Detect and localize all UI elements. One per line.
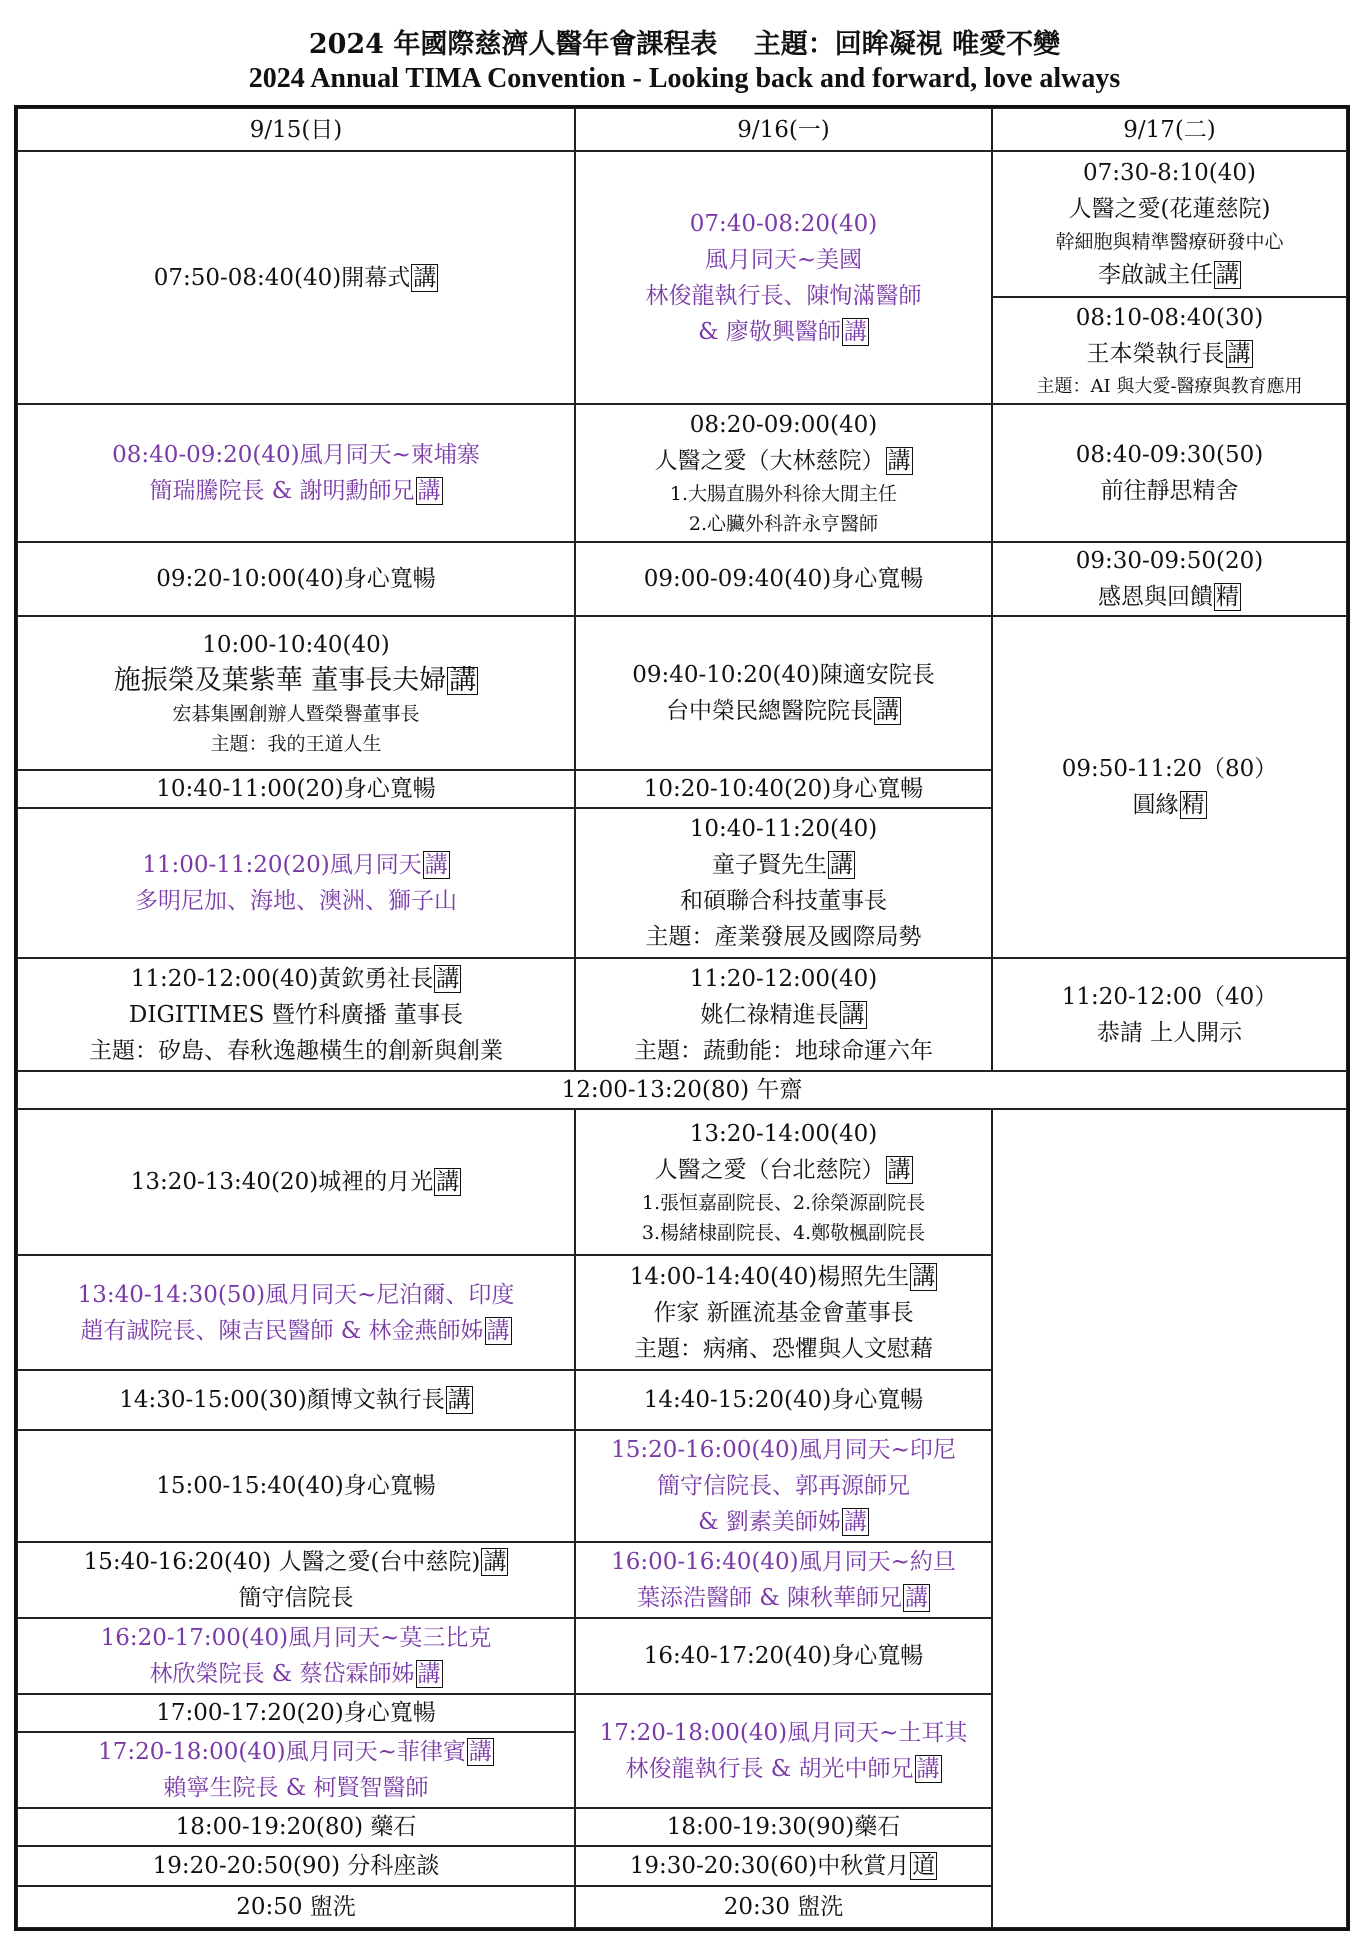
d2-dalin: 08:20-09:00(40) 人醫之愛（大林慈院） 講 1.大腸直腸外科徐大閒主任 2.心臟外科許永亨醫師 bbox=[575, 404, 992, 542]
title-chinese: 2024 年國際慈濟人醫年會課程表 主題：回眸凝視 唯愛不變 bbox=[308, 29, 1061, 60]
d1-moon-song: 13:20-13:40(20)城裡的月光 講 bbox=[17, 1109, 575, 1255]
mark-badge: 講 bbox=[843, 318, 867, 345]
d2-yang: 14:00-14:40(40)楊照先生 講 作家 新匯流基金會董事長 主題：病痛、恐懼與人文慰藉 bbox=[575, 1255, 992, 1370]
mark-badge: 講 bbox=[841, 1001, 865, 1028]
d1-mozambique: 16:20-17:00(40)風月同天~莫三比克 林欣榮院長 & 蔡岱霖師姊 講 bbox=[17, 1618, 575, 1694]
mark-badge: 精 bbox=[1181, 792, 1205, 818]
title-english: 2024 Annual TIMA Convention - Looking back and forward, love always bbox=[248, 63, 1121, 94]
d3-empty-afternoon bbox=[992, 1109, 1347, 1928]
mark-badge: 講 bbox=[912, 1263, 936, 1290]
mark-badge: 講 bbox=[887, 1157, 911, 1183]
d3-jingsi: 08:40-09:30(50) 前往靜思精舍 bbox=[992, 404, 1347, 542]
d1-yan: 14:30-15:00(30)顏博文執行長 講 bbox=[17, 1370, 575, 1430]
d1-relax-4: 17:00-17:20(20)身心寬暢 bbox=[17, 1694, 575, 1732]
header-day1: 9/15(日) bbox=[17, 108, 575, 151]
mark-badge: 講 bbox=[417, 1661, 441, 1687]
d1-wash: 20:50 盥洗 bbox=[17, 1886, 575, 1928]
d1-cambodia: 08:40-09:20(40)風月同天~柬埔寨 簡瑞騰院長 & 謝明勳師兄 講 bbox=[17, 404, 575, 542]
d1-relax-3: 15:00-15:40(40)身心寬暢 bbox=[17, 1430, 575, 1542]
mark-badge: 講 bbox=[417, 478, 441, 504]
d2-dinner: 18:00-19:30(90)藥石 bbox=[575, 1808, 992, 1846]
d1-dinner: 18:00-19:20(80) 藥石 bbox=[17, 1808, 575, 1846]
mark-badge: 講 bbox=[876, 698, 899, 724]
d2-relax-1: 09:00-09:40(40)身心寬暢 bbox=[575, 542, 992, 616]
header-day3: 9/17(二) bbox=[992, 108, 1347, 151]
mark-badge: 講 bbox=[449, 665, 477, 696]
mark-badge: 講 bbox=[1216, 262, 1239, 288]
mark-badge: 講 bbox=[436, 965, 460, 992]
d2-wash: 20:30 盥洗 bbox=[575, 1886, 992, 1928]
d1-philippines: 17:20-18:00(40)風月同天~菲律賓 講 賴寧生院長 & 柯賢智醫師 bbox=[17, 1732, 575, 1808]
d1-panel: 19:20-20:50(90) 分科座談 bbox=[17, 1846, 575, 1886]
mark-badge: 講 bbox=[447, 1387, 471, 1413]
d1-huang-session: 11:20-12:00(40)黃欽勇社長 講 DIGITIMES 暨竹科廣播 董事長 主題：矽島、春秋逸趣橫生的創新與創業 bbox=[17, 958, 575, 1071]
mark-badge: 講 bbox=[830, 852, 853, 878]
d1-taichung: 15:40-16:20(40) 人醫之愛(台中慈院) 講 簡守信院長 bbox=[17, 1542, 575, 1618]
d2-yao: 11:20-12:00(40) 姚仁祿精進長 講 主題：蔬動能：地球命運六年 bbox=[575, 958, 992, 1071]
mark-badge: 講 bbox=[1227, 340, 1251, 367]
mark-badge: 講 bbox=[486, 1317, 510, 1344]
d2-jordan: 16:00-16:40(40)風月同天~約旦 葉添浩醫師 & 陳秋華師兄 講 bbox=[575, 1542, 992, 1618]
d3-hualien: 07:30-8:10(40) 人醫之愛(花蓮慈院) 幹細胞與精準醫療研發中心 李啟誠主任 講 bbox=[992, 151, 1347, 297]
d1-shih-session: 10:00-10:40(40) 施振榮及葉紫華 董事長夫婦 講 宏碁集團創辦人暨榮譽董事長 主題：我的王道人生 bbox=[17, 616, 575, 770]
d2-indonesia: 15:20-16:00(40)風月同天~印尼 簡守信院長、郭再源師兄 & 劉素美師姊 講 bbox=[575, 1430, 992, 1542]
mark-badge: 講 bbox=[916, 1756, 940, 1782]
d1-opening: 07:50-08:40(40)開幕式 講 bbox=[17, 151, 575, 404]
d2-relax-2: 10:20-10:40(20)身心寬暢 bbox=[575, 770, 992, 808]
mark-badge: 精 bbox=[1216, 584, 1239, 610]
mark-badge: 道 bbox=[912, 1853, 936, 1879]
mark-badge: 講 bbox=[905, 1585, 929, 1611]
d3-master-talk: 11:20-12:00（40） 恭請 上人開示 bbox=[992, 958, 1347, 1071]
d2-relax-4: 16:40-17:20(40)身心寬暢 bbox=[575, 1618, 992, 1694]
d2-turkey: 17:20-18:00(40)風月同天~土耳其 林俊龍執行長 & 胡光中師兄 講 bbox=[575, 1694, 992, 1808]
lunch-row: 12:00-13:20(80) 午齋 bbox=[17, 1071, 1347, 1109]
mark-badge: 講 bbox=[843, 1509, 867, 1535]
d1-dominica: 11:00-11:20(20)風月同天 講 多明尼加、海地、澳洲、獅子山 bbox=[17, 808, 575, 958]
d3-yuan: 09:50-11:20（80） 圓緣 精 bbox=[992, 616, 1347, 958]
d1-relax-2: 10:40-11:00(20)身心寬暢 bbox=[17, 770, 575, 808]
d2-relax-3: 14:40-15:20(40)身心寬暢 bbox=[575, 1370, 992, 1430]
d3-thanks: 09:30-09:50(20) 感恩與回饋 精 bbox=[992, 542, 1347, 616]
d3-wang: 08:10-08:40(30) 王本榮執行長 講 主題：AI 與大愛-醫療與教育應用 bbox=[992, 297, 1347, 404]
mark-badge: 講 bbox=[413, 264, 437, 291]
d2-moon-festival: 19:30-20:30(60)中秋賞月 道 bbox=[575, 1846, 992, 1886]
d2-chen: 09:40-10:20(40)陳適安院長 台中榮民總醫院院長 講 bbox=[575, 616, 992, 770]
mark-badge: 講 bbox=[468, 1739, 492, 1765]
d1-nepal: 13:40-14:30(50)風月同天~尼泊爾、印度 趙有誠院長、陳吉民醫師 & 林金燕師姊 講 bbox=[17, 1255, 575, 1370]
mark-badge: 講 bbox=[436, 1169, 460, 1195]
d1-relax-1: 09:20-10:00(40)身心寬暢 bbox=[17, 542, 575, 616]
mark-badge: 講 bbox=[887, 448, 911, 474]
d2-taipei: 13:20-14:00(40) 人醫之愛（台北慈院） 講 1.張恒嘉副院長、2.徐榮源副院長 3.楊緒棣副院長、4.鄭敬楓副院長 bbox=[575, 1109, 992, 1255]
mark-badge: 講 bbox=[424, 852, 448, 878]
mark-badge: 講 bbox=[483, 1549, 507, 1575]
header-day2: 9/16(一) bbox=[575, 108, 992, 151]
d2-usa: 07:40-08:20(40) 風月同天~美國 林俊龍執行長、陳恂滿醫師 & 廖敬興醫師 講 bbox=[575, 151, 992, 404]
d2-tung: 10:40-11:20(40) 童子賢先生 講 和碩聯合科技董事長 主題：產業發展及國際局勢 bbox=[575, 808, 992, 958]
